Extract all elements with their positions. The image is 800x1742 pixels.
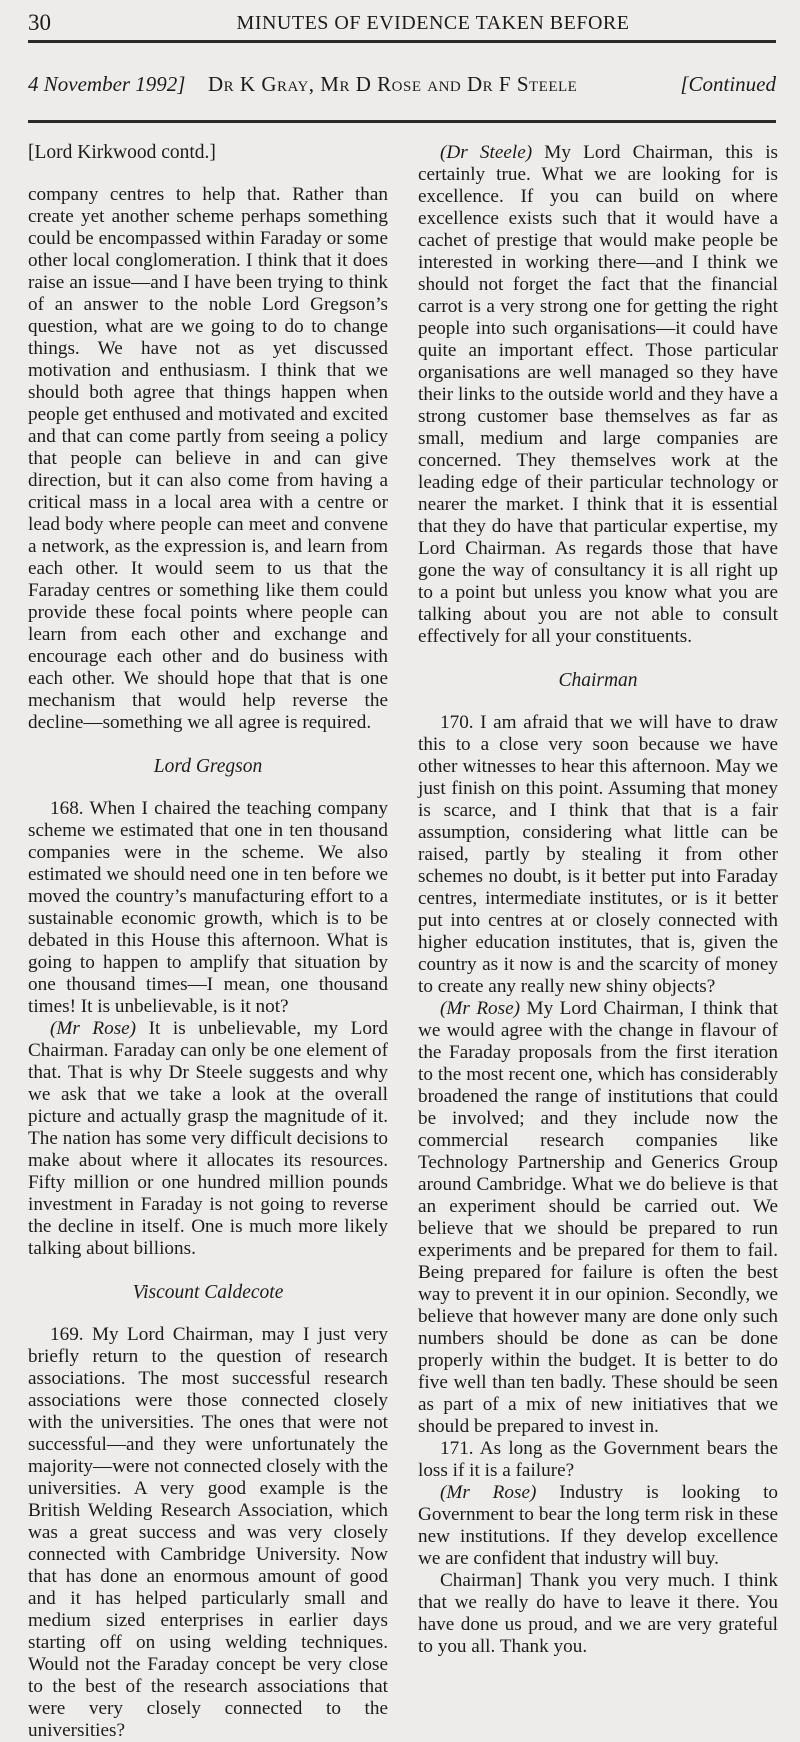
question-170: 170. I am afraid that we will have to draw this to a close very soon because we have other witnesses to hear this afternoon. May we just finish on this point. Assuming that money is scarce, and I think that that is a fair assumption, considering what little can be raised, partly by stealing it from other schemes no doubt, is it better put into Faraday centres, intermediate institutes, or is it better put into centres at or closely connected with higher education institutes, that is, given the country as it now is and the scarcity of money to create any really new shiny objects? — [418, 712, 778, 997]
speaker-tag: (Mr Rose) — [440, 998, 521, 1019]
page-number: 30 — [28, 10, 51, 35]
paragraph: company centres to help that. Rather than create yet another scheme perhaps something could be encompassed within Faraday or some other local conglomeration. I think that it does raise an issue—and I have been trying to think of an answer to the noble Lord Gregson’s question, what are we going to do to change things. We have not as yet discussed motivation and enthusiasm. I think that we should both agree that things happen when people get enthused and motivated and excited and that can come partly from seeing a policy that people can believe in and can give direction, but it can also come from having a critical mass in a local area with a centre or lead body where people can meet and convene a network, as the expression is, and learn from each other. It would seem to us that the Faraday centres or something like them could provide these focal points where people can learn from each other and exchange and encourage each other and do business with each other. We should hope that that is one mechanism that would help reverse the decline—something we all agree is required. — [28, 184, 388, 733]
subhead — [28, 72, 776, 102]
speaker-heading: Chairman — [558, 670, 638, 691]
speaker-heading: Viscount Caldecote — [132, 1282, 284, 1303]
answer-170 — [418, 998, 778, 1438]
witnesses: Dr K Gray, Mr D Rose and Dr F Steele — [208, 72, 578, 96]
answer-text: My Lord Chairman, I think that we would agree with the change in flavour of the Faraday proposals from the first iteration to the most recent one, which has considerably broadened the range of institutions that could be involved; and they include now the commercial research companies like Technology Partnership and Generics Group around Cambridge. What we do believe is that an experiment should be carried out. We believe that we should be prepared to run experiments and be prepared for them to fail. Being prepared for failure is often the best way to prevent it in our opinion. Secondly, we believe that however many are done only such numbers should be done as can be done properly within the budget. It is better to do five well than ten badly. These should be seen as part of a mix of new initiatives that we should be prepared to invest in. — [418, 998, 778, 1437]
session-date: 4 November 1992] — [28, 72, 186, 96]
answer-169 — [418, 142, 778, 648]
bottom-rule — [28, 120, 776, 123]
answer-text: My Lord Chairman, this is certainly true. What we are looking for is excellence. If you can build on where excellence exists such that it would have a cachet of prestige that would make people be interested in working there—and I think we should not forget the fact that the financial carrot is a very strong one for getting the right people into such organisations—it could have quite an important effect. Those particular organisations are well managed so they have their links to the outside world and they have a strong customer base themselves as far as small, medium and large companies are concerned. They themselves work at the leading edge of their particular technology or nearer the market. I think that it is essential that they do have that particular expertise, my Lord Chairman. As regards those that have gone the way of consultancy it is all right up to a point but unless you know what you are talking about you are not able to consult effectively for all your constituents. — [418, 142, 778, 647]
left-column — [28, 142, 388, 1742]
answer-171 — [418, 1482, 778, 1570]
speaker-heading: Lord Gregson — [153, 756, 263, 777]
question-168: 168. When I chaired the teaching company scheme we estimated that one in ten thousand companies were in the scheme. We also estimated we should need one in ten before we moved the country’s manufacturing effort to a sustainable economic growth, which is to be debated in this House this afternoon. What is going to happen to amplify that situation by one thousand times—I mean, one thousand times! It is unbelievable, is it not? — [28, 798, 388, 1017]
speaker-tag: (Mr Rose) — [50, 1018, 137, 1039]
speaker-tag: (Mr Rose) — [440, 1482, 537, 1503]
speaker-tag: (Dr Steele) — [440, 142, 533, 163]
top-rule — [28, 40, 776, 43]
speaker-context: [Lord Kirkwood contd.] — [28, 142, 216, 163]
answer-text: Industry is looking to Government to bear the long term risk in these new institutions. If they develop excellence we are confident that industry will buy. — [418, 1482, 778, 1569]
answer-text: It is unbelievable, my Lord Chairman. Faraday can only be one element of that. That is why Dr Steele suggests and why we ask that we take a look at the overall picture and actually grasp the magnitude of it. The nation has some very difficult decisions to make about where it allocates its resources. Fifty million or one hundred million pounds investment in Faraday is not going to reverse the decline in itself. One is much more likely talking about billions. — [28, 1018, 388, 1259]
question-169: 169. My Lord Chairman, may I just very briefly return to the question of research associations. The most successful research associations were those connected closely with the universities. The ones that were not successful—and they were unfortunately the majority—were not connected closely with the universities. A very good example is the British Welding Research Association, which was a great success and was very closely connected with Cambridge University. Now that has done an enormous amount of good and it has helped particularly small and medium sized enterprises in earlier days starting off on using welding techniques. Would not the Faraday concept be very close to the best of the research associations that were very closely connected to the universities? — [28, 1324, 388, 1741]
closing-remark: Chairman] Thank you very much. I think that we really do have to leave it there. You have done us proud, and we are very grateful to you all. Thank you. — [418, 1570, 778, 1657]
running-title: MINUTES OF EVIDENCE TAKEN BEFORE — [236, 12, 630, 34]
right-column — [418, 142, 778, 1658]
answer-168 — [28, 1018, 388, 1260]
continued-label: [Continued — [680, 72, 776, 96]
running-head — [28, 10, 776, 40]
question-171: 171. As long as the Government bears the loss if it is a failure? — [418, 1438, 778, 1481]
